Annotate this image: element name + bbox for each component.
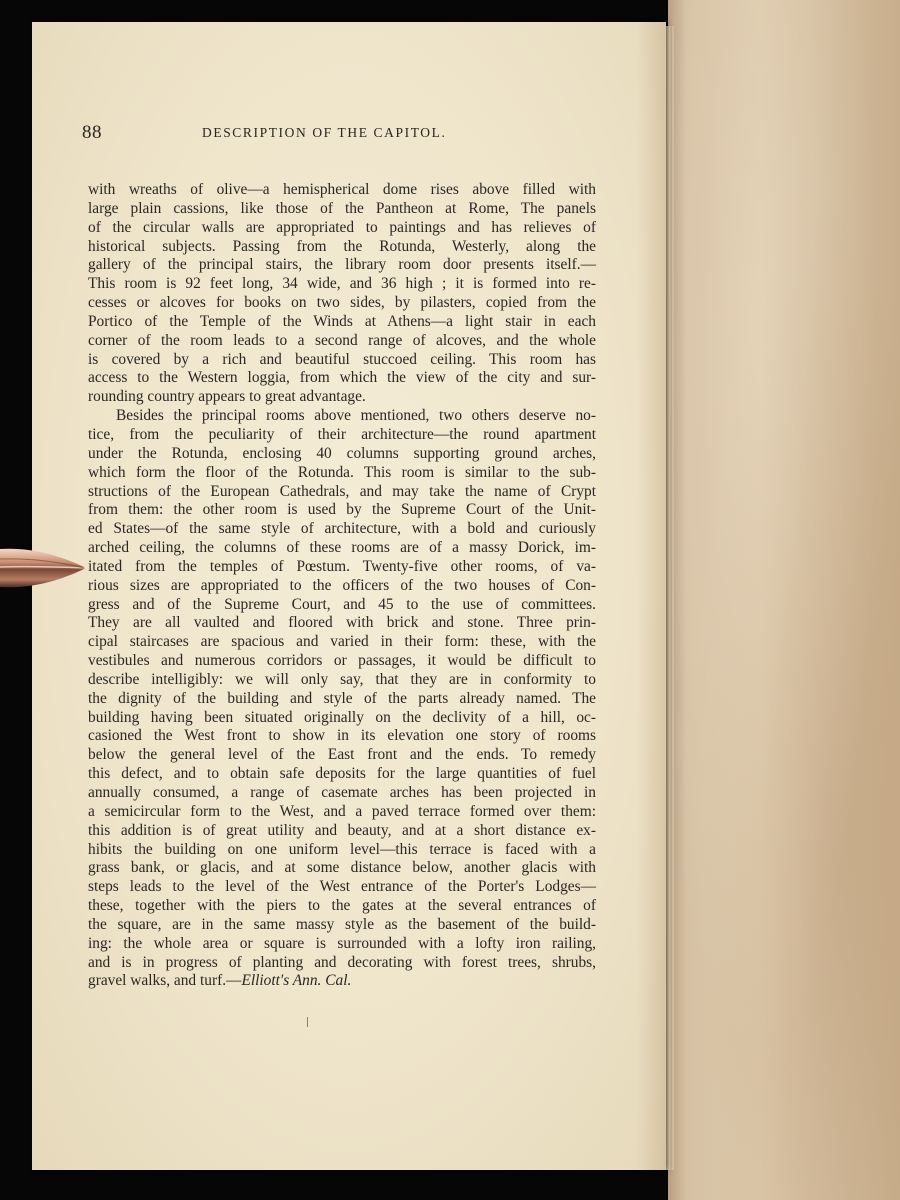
final-line: [88, 972, 596, 991]
text-line: the dignity of the building and style of the parts already named. The: [88, 689, 596, 707]
text-line: hibits the building on one uniform level—this terrace is faced with a: [88, 840, 596, 858]
text-line: tice, from the peculiarity of their architecture—the round apartment: [88, 425, 596, 443]
text-line: is covered by a rich and beautiful stuccoed ceiling. This room has: [88, 350, 596, 368]
text-line: arched ceiling, the columns of these rooms are of a massy Dorick, im-: [88, 539, 596, 557]
text-line: Portico of the Temple of the Winds at Athens—a light stair in each: [88, 312, 596, 330]
page-header: [82, 122, 552, 152]
text-line: from them: the other room is used by the Supreme Court of the Unit-: [88, 501, 596, 519]
page-mark: [307, 1017, 308, 1027]
text-line: corner of the room leads to a second range of alcoves, and the whole: [88, 331, 596, 349]
text-line: steps leads to the level of the West entrance of the Porter's Lodges—: [88, 878, 596, 896]
text-line: structions of the European Cathedrals, and may take the name of Crypt: [88, 482, 596, 500]
text-line: the square, are in the same massy style as the basement of the build-: [88, 915, 596, 933]
facing-page: [668, 0, 900, 1200]
text-line: They are all vaulted and floored with brick and stone. Three prin-: [88, 614, 596, 632]
citation: Elliott's Ann. Cal.: [241, 972, 352, 990]
text-line: below the general level of the East front and the ends. To remedy: [88, 746, 596, 764]
metal-bookmark-pointer: [0, 539, 90, 597]
text-line: a semicircular form to the West, and a paved terrace formed over them:: [88, 802, 596, 820]
text-line: gallery of the principal stairs, the library room door presents itself.—: [88, 256, 596, 274]
text-line: which form the floor of the Rotunda. This room is similar to the sub-: [88, 463, 596, 481]
text-line: rounding country appears to great advantage.: [88, 388, 366, 406]
text-line: this defect, and to obtain safe deposits for the large quantities of fuel: [88, 765, 596, 783]
text-line: and is in progress of planting and decorating with forest trees, shrubs,: [88, 953, 596, 971]
text-line: large plain cassions, like those of the Pantheon at Rome, The panels: [88, 199, 596, 217]
text-line: casioned the West front to show in its elevation one story of rooms: [88, 727, 596, 745]
text-line: itated from the temples of Pœstum. Twenty-five other rooms, of va-: [88, 557, 596, 575]
body-text: [88, 181, 596, 991]
final-line-text: gravel walks, and turf.—: [88, 972, 242, 990]
text-line: with wreaths of olive—a hemispherical dome rises above filled with: [88, 181, 596, 198]
text-line: ed States—of the same style of architecture, with a bold and curiously: [88, 520, 596, 538]
text-line: historical subjects. Passing from the Rotunda, Westerly, along the: [88, 237, 596, 255]
text-line: this addition is of great utility and beauty, and at a short distance ex-: [88, 821, 596, 839]
text-line: access to the Western loggia, from which the view of the city and sur-: [88, 369, 596, 387]
text-line: gress and of the Supreme Court, and 45 to the use of committees.: [88, 595, 596, 613]
running-title: DESCRIPTION OF THE CAPITOL.: [202, 125, 447, 140]
page-number: 88: [82, 122, 102, 143]
text-line: describe intelligibly: we will only say, that they are in conformity to: [88, 670, 596, 688]
text-line: ing: the whole area or square is surrounded with a lofty iron railing,: [88, 934, 596, 952]
text-line: annually consumed, a range of casemate arches has been projected in: [88, 784, 596, 801]
text-line: of the circular walls are appropriated to paintings and has relieves of: [88, 218, 596, 236]
text-line: vestibules and numerous corridors or passages, it would be difficult to: [88, 652, 596, 670]
text-line: This room is 92 feet long, 34 wide, and 36 high ; it is formed into re-: [88, 275, 596, 293]
text-line: Besides the principal rooms above mentioned, two others deserve no-: [116, 407, 596, 425]
text-line: grass bank, or glacis, and at some distance below, another glacis with: [88, 859, 596, 877]
text-line: these, together with the piers to the gates at the several entrances of: [88, 897, 596, 915]
text-line: building having been situated originally on the declivity of a hill, oc-: [88, 708, 596, 726]
text-line: cipal staircases are spacious and varied in their form: these, with the: [88, 633, 596, 651]
text-line: rious sizes are appropriated to the officers of the two houses of Con-: [88, 576, 596, 594]
text-line: under the Rotunda, enclosing 40 columns supporting ground arches,: [88, 444, 596, 462]
text-line: cesses or alcoves for books on two sides, by pilasters, copied from the: [88, 294, 596, 312]
